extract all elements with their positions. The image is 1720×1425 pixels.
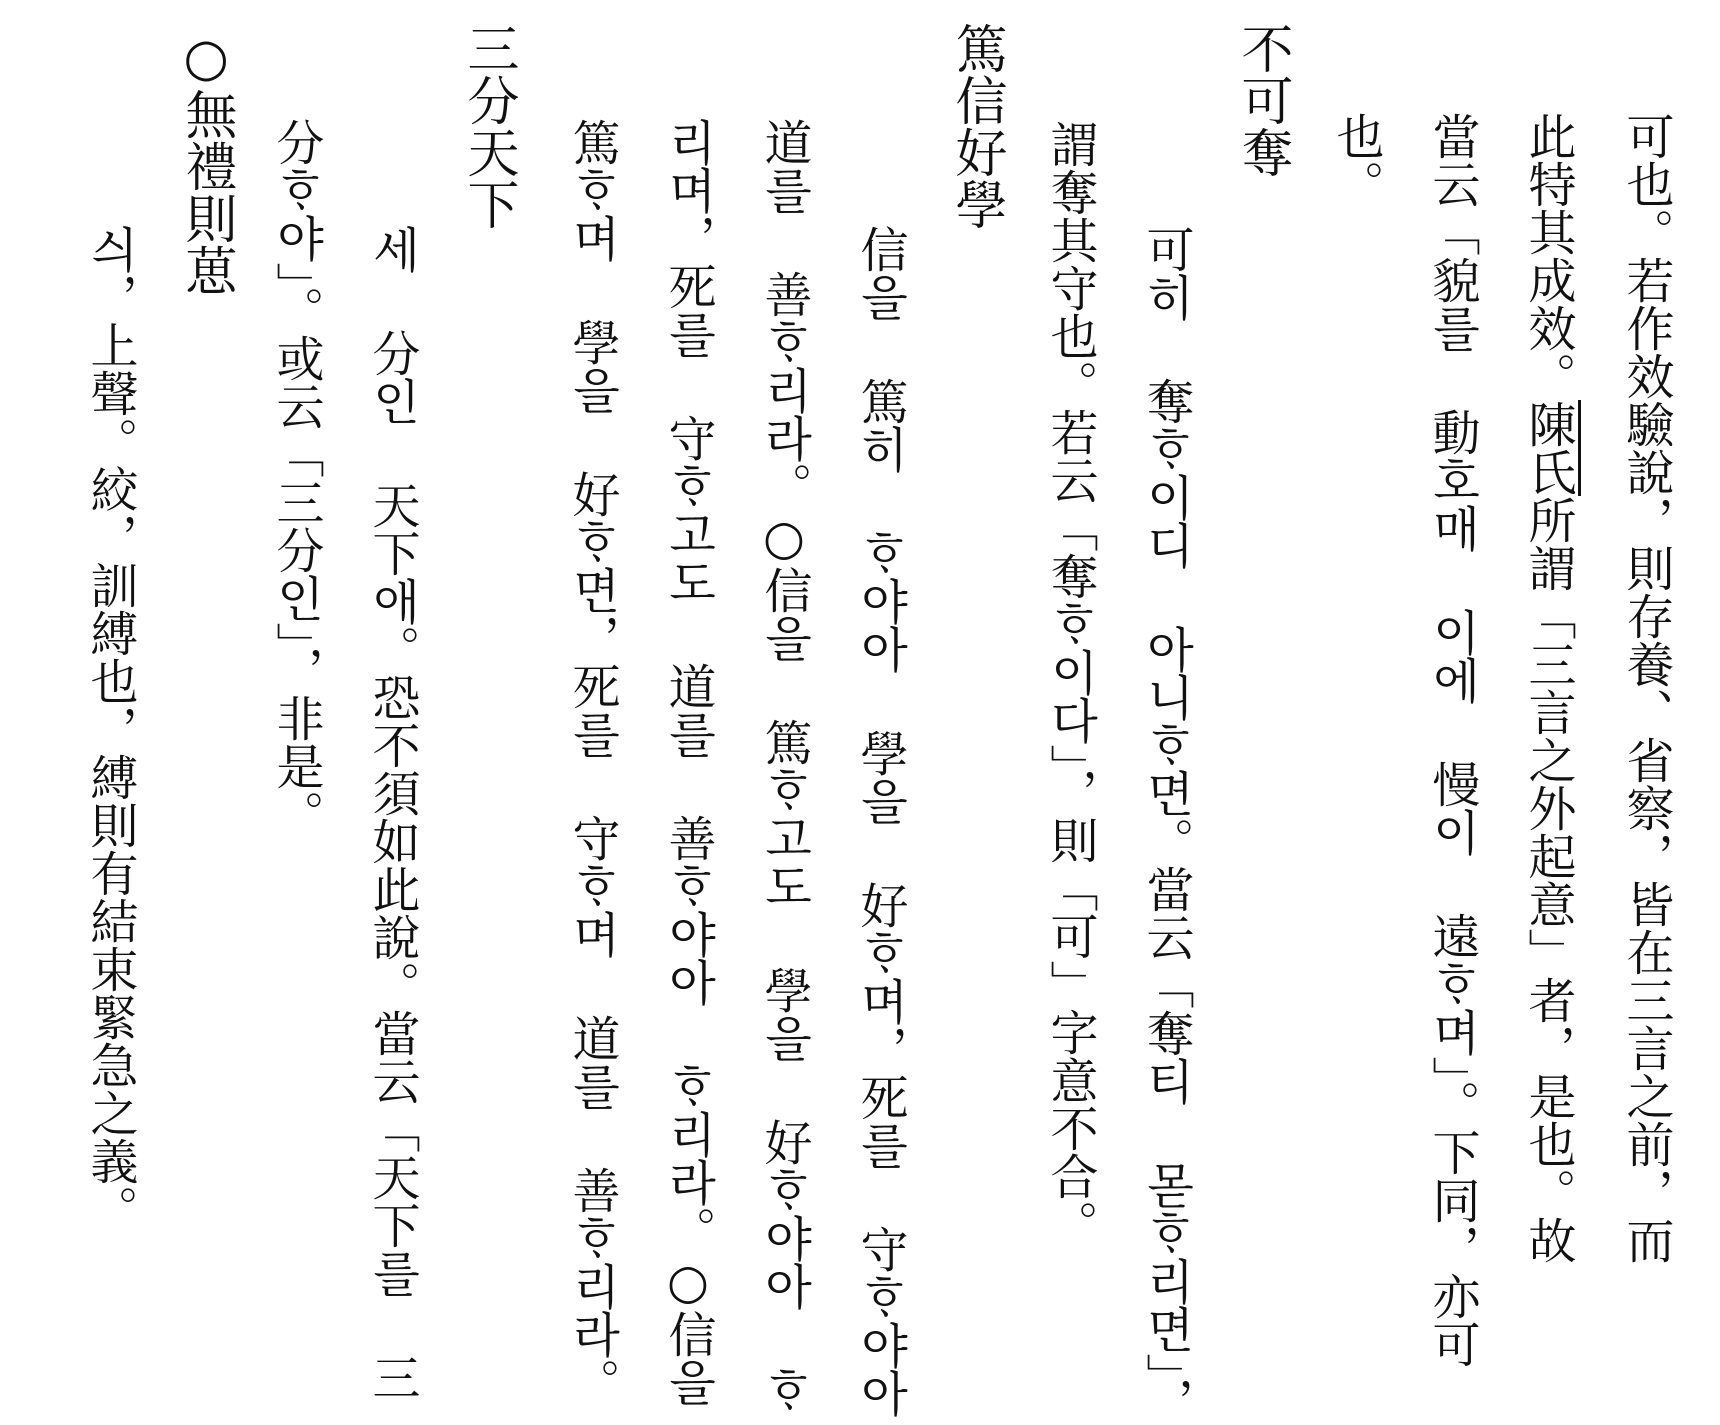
- heading-text: 三分天下: [458, 22, 518, 230]
- section-heading: [460, 22, 516, 230]
- text-column: [364, 225, 420, 1401]
- column-text: 當云「貌를 動호매 이에 慢이 遠ᄒᆞ며」。下同，亦可: [1424, 112, 1480, 1368]
- section-heading: [1234, 22, 1290, 178]
- text-column: [660, 118, 716, 1406]
- column-text: 謂奪其守也。若云「奪ᄒᆞ이다」，則「可」字意不合。: [1042, 120, 1098, 1248]
- column-text: 信을 篤히 ᄒᆞ야아 學을 好ᄒᆞ며，死를 守ᄒᆞ야아: [852, 225, 908, 1417]
- text-column: [564, 118, 620, 1406]
- heading-text: 篤信好學: [946, 22, 1006, 230]
- text-column: [268, 118, 324, 838]
- column-text: 세 分인 天下애。恐不須如此說。當云「天下를 三: [364, 225, 420, 1401]
- text-column: [852, 225, 908, 1417]
- proper-noun-mark: 陳氏: [1520, 400, 1581, 496]
- text-column: [82, 225, 138, 1233]
- column-text: 리며，死를 守ᄒᆞ고도 道를 善ᄒᆞ야아 ᄒᆞ리라。○信을: [660, 118, 716, 1406]
- section-heading: [178, 28, 234, 296]
- section-heading: [948, 22, 1004, 230]
- column-text: 道를 善ᄒᆞ리라。○信을 篤ᄒᆞ고도 學을 好ᄒᆞ야아 ᄒᆞ: [756, 118, 812, 1414]
- text-column: [756, 118, 812, 1414]
- column-text: 可히 奪ᄒᆞ이디 아니ᄒᆞ면。當云「奪티 몯ᄒᆞ리면」，: [1138, 225, 1194, 1425]
- text-column: [1520, 112, 1576, 1264]
- text-column: [1328, 112, 1384, 208]
- text-column: [1618, 112, 1674, 1264]
- text-column: [1138, 225, 1194, 1425]
- heading-text: ○無禮則葸: [176, 28, 236, 296]
- column-text: 所謂「三言之外起意」者，是也。故: [1520, 496, 1576, 1264]
- column-text: 也。: [1328, 112, 1384, 208]
- column-text: 分ᄒᆞ야」。或云「三分인」，非是。: [268, 118, 324, 838]
- column-text: 可也。若作效驗說，則存養、省察，皆在三言之前，而: [1618, 112, 1674, 1264]
- text-column: [1424, 112, 1480, 1368]
- column-text: 篤ᄒᆞ며 學을 好ᄒᆞ면，死를 守ᄒᆞ며 道를 善ᄒᆞ리라。: [564, 118, 620, 1406]
- column-text: 此特其成效。: [1520, 112, 1576, 400]
- text-column: [1042, 120, 1098, 1248]
- heading-text: 不可奪: [1232, 22, 1292, 178]
- column-text: 싀，上聲。絞，訓縛也，縛則有結束緊急之義。: [82, 225, 138, 1233]
